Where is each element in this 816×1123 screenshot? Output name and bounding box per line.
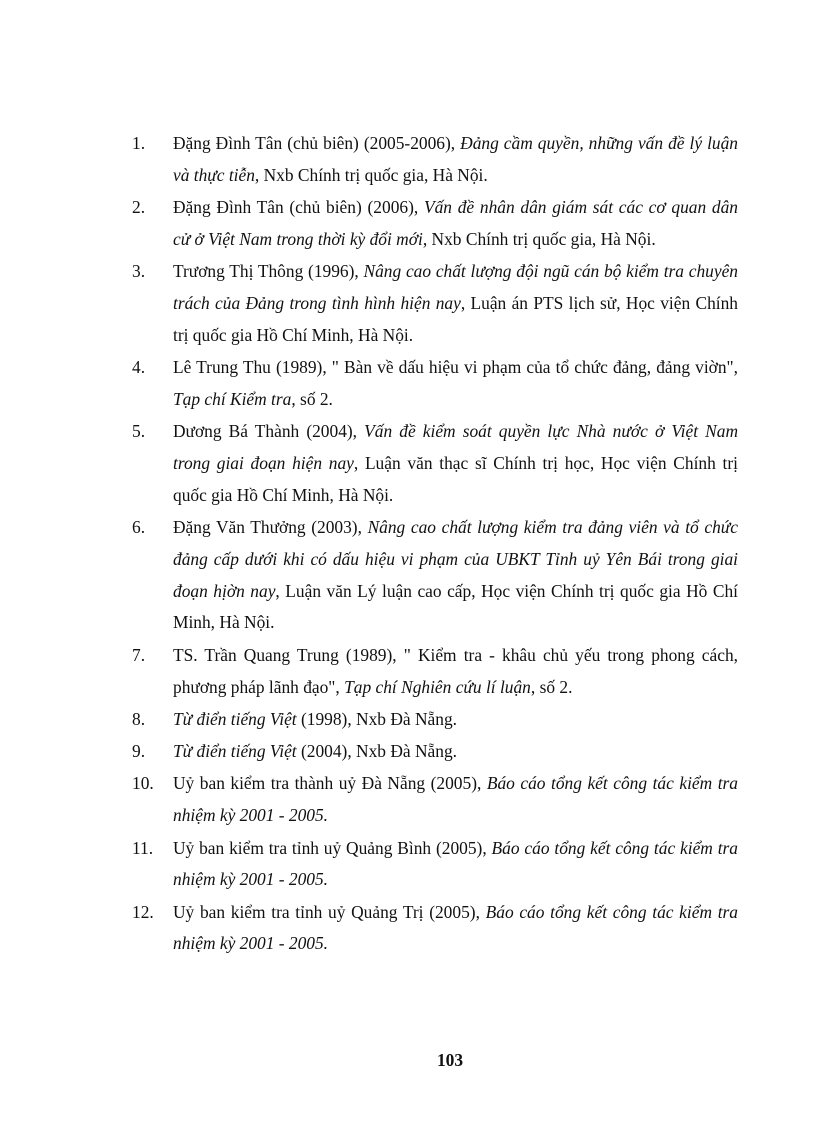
reference-text — [173, 256, 738, 351]
reference-text-run: TS. Trần Quang Trung (1989), " Kiểm tra - khâu chủ yếu trong phong cách, phương pháp lãnh đạo", — [173, 644, 738, 697]
reference-text-run: Trương Thị Thông (1996), — [173, 261, 364, 282]
reference-number: 11. — [132, 837, 154, 858]
reference-text — [173, 512, 738, 639]
reference-number: 5. — [132, 421, 146, 442]
reference-text-run: Đặng Đình Tân (chủ biên) (2005-2006), — [173, 133, 461, 153]
reference-text-run: Uỷ ban kiểm tra tỉnh uỷ Quảng Bình (2005), — [173, 837, 492, 858]
reference-number: 1. — [132, 133, 146, 153]
reference-text — [173, 736, 738, 768]
reference-item — [132, 352, 738, 416]
reference-title: Báo cáo tổng kết công tác kiểm tra nhiệm kỳ 2001 - 2005. — [173, 901, 739, 954]
reference-number: 2. — [132, 197, 146, 218]
reference-item — [132, 768, 738, 832]
reference-text — [173, 128, 738, 192]
reference-number: 9. — [132, 741, 146, 762]
reference-text-run: Đặng Đình Tân (chủ biên) (2006), — [173, 197, 424, 218]
reference-number: 7. — [132, 644, 146, 665]
reference-text-run: Uỷ ban kiểm tra tỉnh uỷ Quảng Trị (2005), — [173, 901, 486, 922]
reference-text — [173, 833, 738, 897]
reference-title: Tạp chí Kiểm tra — [173, 388, 292, 409]
reference-item — [132, 736, 738, 768]
reference-title: Vấn đề nhân dân giám sát các cơ quan dân cử ở Việt Nam trong thời kỳ đổi mới — [173, 197, 739, 249]
reference-title: Đảng cầm quyền, những vấn đề lý luận và thực tiễn — [173, 133, 738, 185]
reference-text-run: , Luận văn Lý luận cao cấp, Học viện Chính trị quốc gia Hồ Chí Minh, Hà Nội. — [173, 580, 738, 633]
reference-text-run: (2004), Nxb Đà Nẵng. — [296, 741, 457, 762]
reference-text-run: (1998), Nxb Đà Nẵng. — [296, 708, 457, 729]
reference-text-run: , số 2. — [530, 676, 573, 697]
reference-text — [173, 640, 738, 704]
reference-item — [132, 416, 738, 511]
reference-title: Vấn đề kiểm soát quyền lực Nhà nước ở Việt Nam trong giai đoạn hiện nay — [173, 421, 738, 473]
reference-text-run: Lê Trung Thu (1989), " Bàn về dấu hiệu vi phạm của tổ chức đảng, đảng viờn", — [173, 357, 738, 378]
reference-item — [132, 192, 738, 256]
reference-item — [132, 128, 738, 192]
reference-text-run: , Nxb Chính trị quốc gia, Hà Nội. — [254, 164, 488, 185]
reference-text-run: , Nxb Chính trị quốc gia, Hà Nội. — [422, 228, 656, 249]
reference-title: Nâng cao chất lượng đội ngũ cán bộ kiểm tra chuyên trách của Đảng trong tình hình hiện nay — [173, 261, 739, 313]
reference-list — [132, 128, 738, 960]
reference-number: 8. — [132, 708, 146, 729]
reference-item — [132, 512, 738, 639]
reference-text — [173, 897, 738, 961]
reference-text — [173, 704, 738, 736]
reference-title: Báo cáo tổng kết công tác kiểm tra nhiệm kỳ 2001 - 2005. — [173, 837, 739, 890]
reference-title: Báo cáo tổng kết công tác kiểm tra nhiệm kỳ 2001 - 2005. — [173, 773, 738, 826]
reference-title: Từ điển tiếng Việt — [173, 741, 297, 762]
reference-title: Nâng cao chất lượng kiểm tra đảng viên và tổ chức đảng cấp dưới khi có dấu hiệu vi phạm của UBKT Tỉnh uỷ Yên Bái trong giai đoạn hịờn nay — [173, 517, 738, 601]
reference-item — [132, 833, 738, 897]
reference-text-run: Đặng Văn Thưởng (2003), — [173, 517, 368, 538]
reference-number: 4. — [132, 357, 146, 378]
reference-text-run: , số 2. — [291, 388, 333, 409]
page-number: 103 — [436, 1050, 464, 1070]
reference-text-run: , Luận án PTS lịch sử, Học viện Chính trị quốc gia Hồ Chí Minh, Hà Nội. — [173, 292, 738, 345]
reference-item — [132, 640, 738, 704]
reference-number: 3. — [132, 261, 146, 282]
reference-number: 10. — [132, 773, 154, 794]
reference-text — [173, 416, 738, 511]
reference-item — [132, 897, 738, 961]
reference-item — [132, 704, 738, 736]
reference-text-run: , Luận văn thạc sĩ Chính trị học, Học viện Chính trị quốc gia Hồ Chí Minh, Hà Nội. — [173, 452, 738, 505]
reference-text-run: Uỷ ban kiểm tra thành uỷ Đà Nẵng (2005), — [173, 773, 487, 794]
reference-number: 12. — [132, 901, 154, 922]
reference-text-run: Dương Bá Thành (2004), — [173, 421, 365, 442]
reference-number: 6. — [132, 517, 146, 538]
reference-title: Từ điển tiếng Việt — [173, 708, 297, 729]
reference-text — [173, 352, 738, 416]
reference-item — [132, 256, 738, 351]
reference-text — [173, 192, 738, 256]
reference-text — [173, 768, 738, 832]
reference-title: Tạp chí Nghiên cứu lí luận — [344, 676, 531, 697]
